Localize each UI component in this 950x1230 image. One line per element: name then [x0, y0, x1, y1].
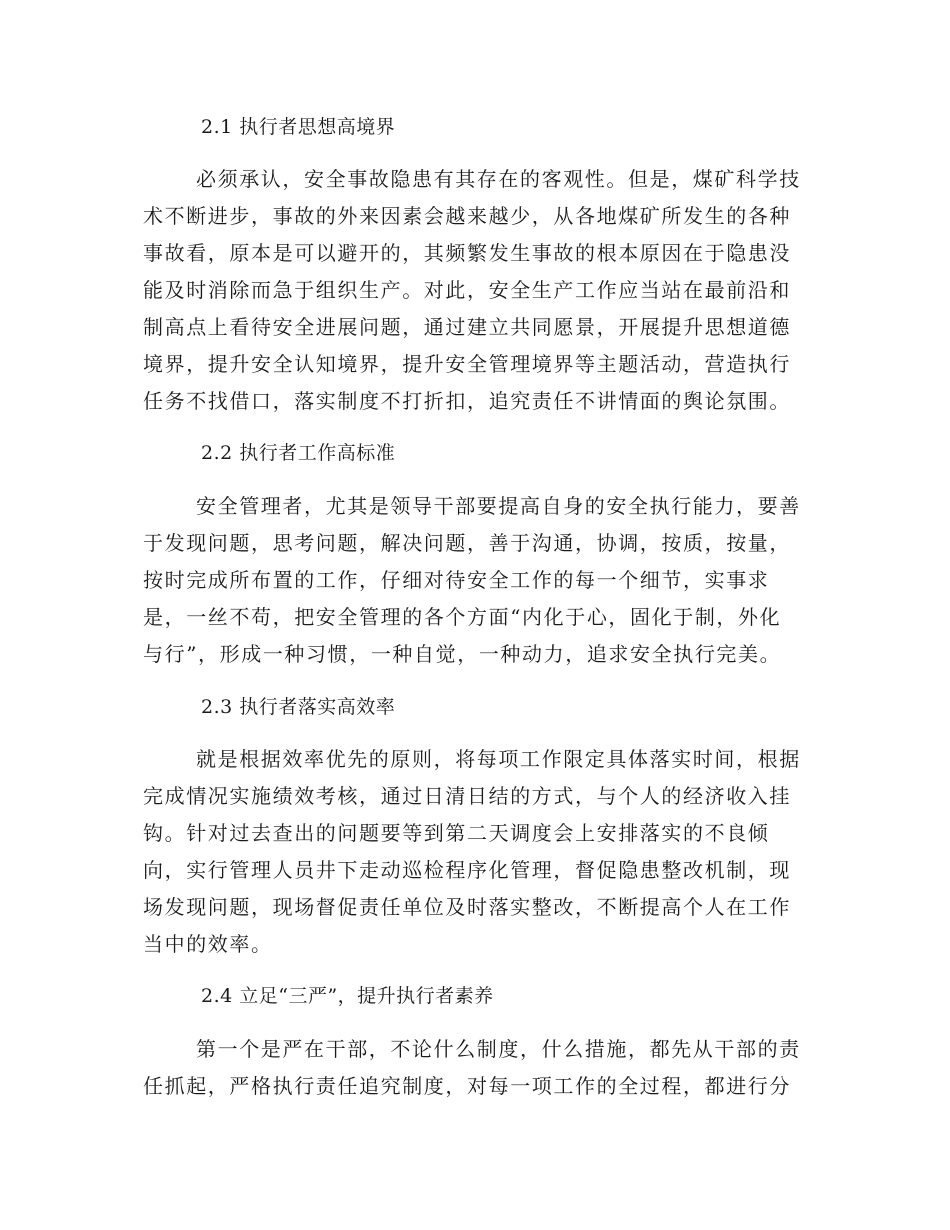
paragraph-line: 是，一丝不苟，把安全管理的各个方面“内化于心，固化于制，外化: [143, 605, 782, 629]
paragraph-line: 能及时消除而急于组织生产。对此，安全生产工作应当站在最前沿和: [143, 278, 791, 302]
paragraph-line: 境界，提升安全认知境界，提升安全管理境界等主题活动，营造执行: [143, 352, 791, 376]
paragraph-line: 第一个是严在干部，不论什么制度，什么措施，都先从干部的责: [196, 1037, 801, 1061]
paragraph-line: 术不断进步，事故的外来因素会越来越少，从各地煤矿所发生的各种: [143, 204, 791, 228]
paragraph-line: 必须承认，安全事故隐患有其存在的客观性。但是，煤矿科学技: [196, 167, 801, 191]
section-heading-2-3: 2.3 执行者落实高效率: [201, 696, 396, 718]
paragraph-line: 于发现问题，思考问题，解决问题，善于沟通，协调，按质，按量，: [143, 531, 791, 555]
paragraph-line: 向，实行管理人员井下走动巡检程序化管理，督促隐患整改机制，现: [143, 858, 791, 882]
paragraph-line: 任务不找借口，落实制度不打折扣，追究责任不讲情面的舆论氛围。: [143, 389, 791, 413]
paragraph-line: 安全管理者，尤其是领导干部要提高自身的安全执行能力，要善: [196, 494, 801, 518]
section-heading-2-1: 2.1 执行者思想高境界: [201, 116, 396, 138]
paragraph-line: 钩。针对过去查出的问题要等到第二天调度会上安排落实的不良倾: [143, 821, 770, 845]
paragraph-line: 任抓起，严格执行责任追究制度，对每一项工作的全过程，都进行分: [143, 1074, 791, 1098]
paragraph-line: 当中的效率。: [143, 932, 273, 956]
paragraph-line: 完成情况实施绩效考核，通过日清日结的方式，与个人的经济收入挂: [143, 784, 791, 808]
paragraph-line: 就是根据效率优先的原则，将每项工作限定具体落实时间，根据: [196, 747, 801, 771]
paragraph-line: 场发现问题，现场督促责任单位及时落实整改，不断提高个人在工作: [143, 895, 791, 919]
paragraph-line: 事故看，原本是可以避开的，其频繁发生事故的根本原因在于隐患没: [143, 241, 791, 265]
paragraph-line: 按时完成所布置的工作，仔细对待安全工作的每一个细节，实事求: [143, 568, 770, 592]
paragraph-line: 与行”，形成一种习惯，一种自觉，一种动力，追求安全执行完美。: [143, 642, 782, 666]
section-heading-2-2: 2.2 执行者工作高标准: [201, 442, 396, 464]
section-heading-2-4: 2.4 立足“三严”，提升执行者素养: [201, 985, 494, 1007]
paragraph-line: 制高点上看待安全进展问题，通过建立共同愿景，开展提升思想道德: [143, 315, 791, 339]
